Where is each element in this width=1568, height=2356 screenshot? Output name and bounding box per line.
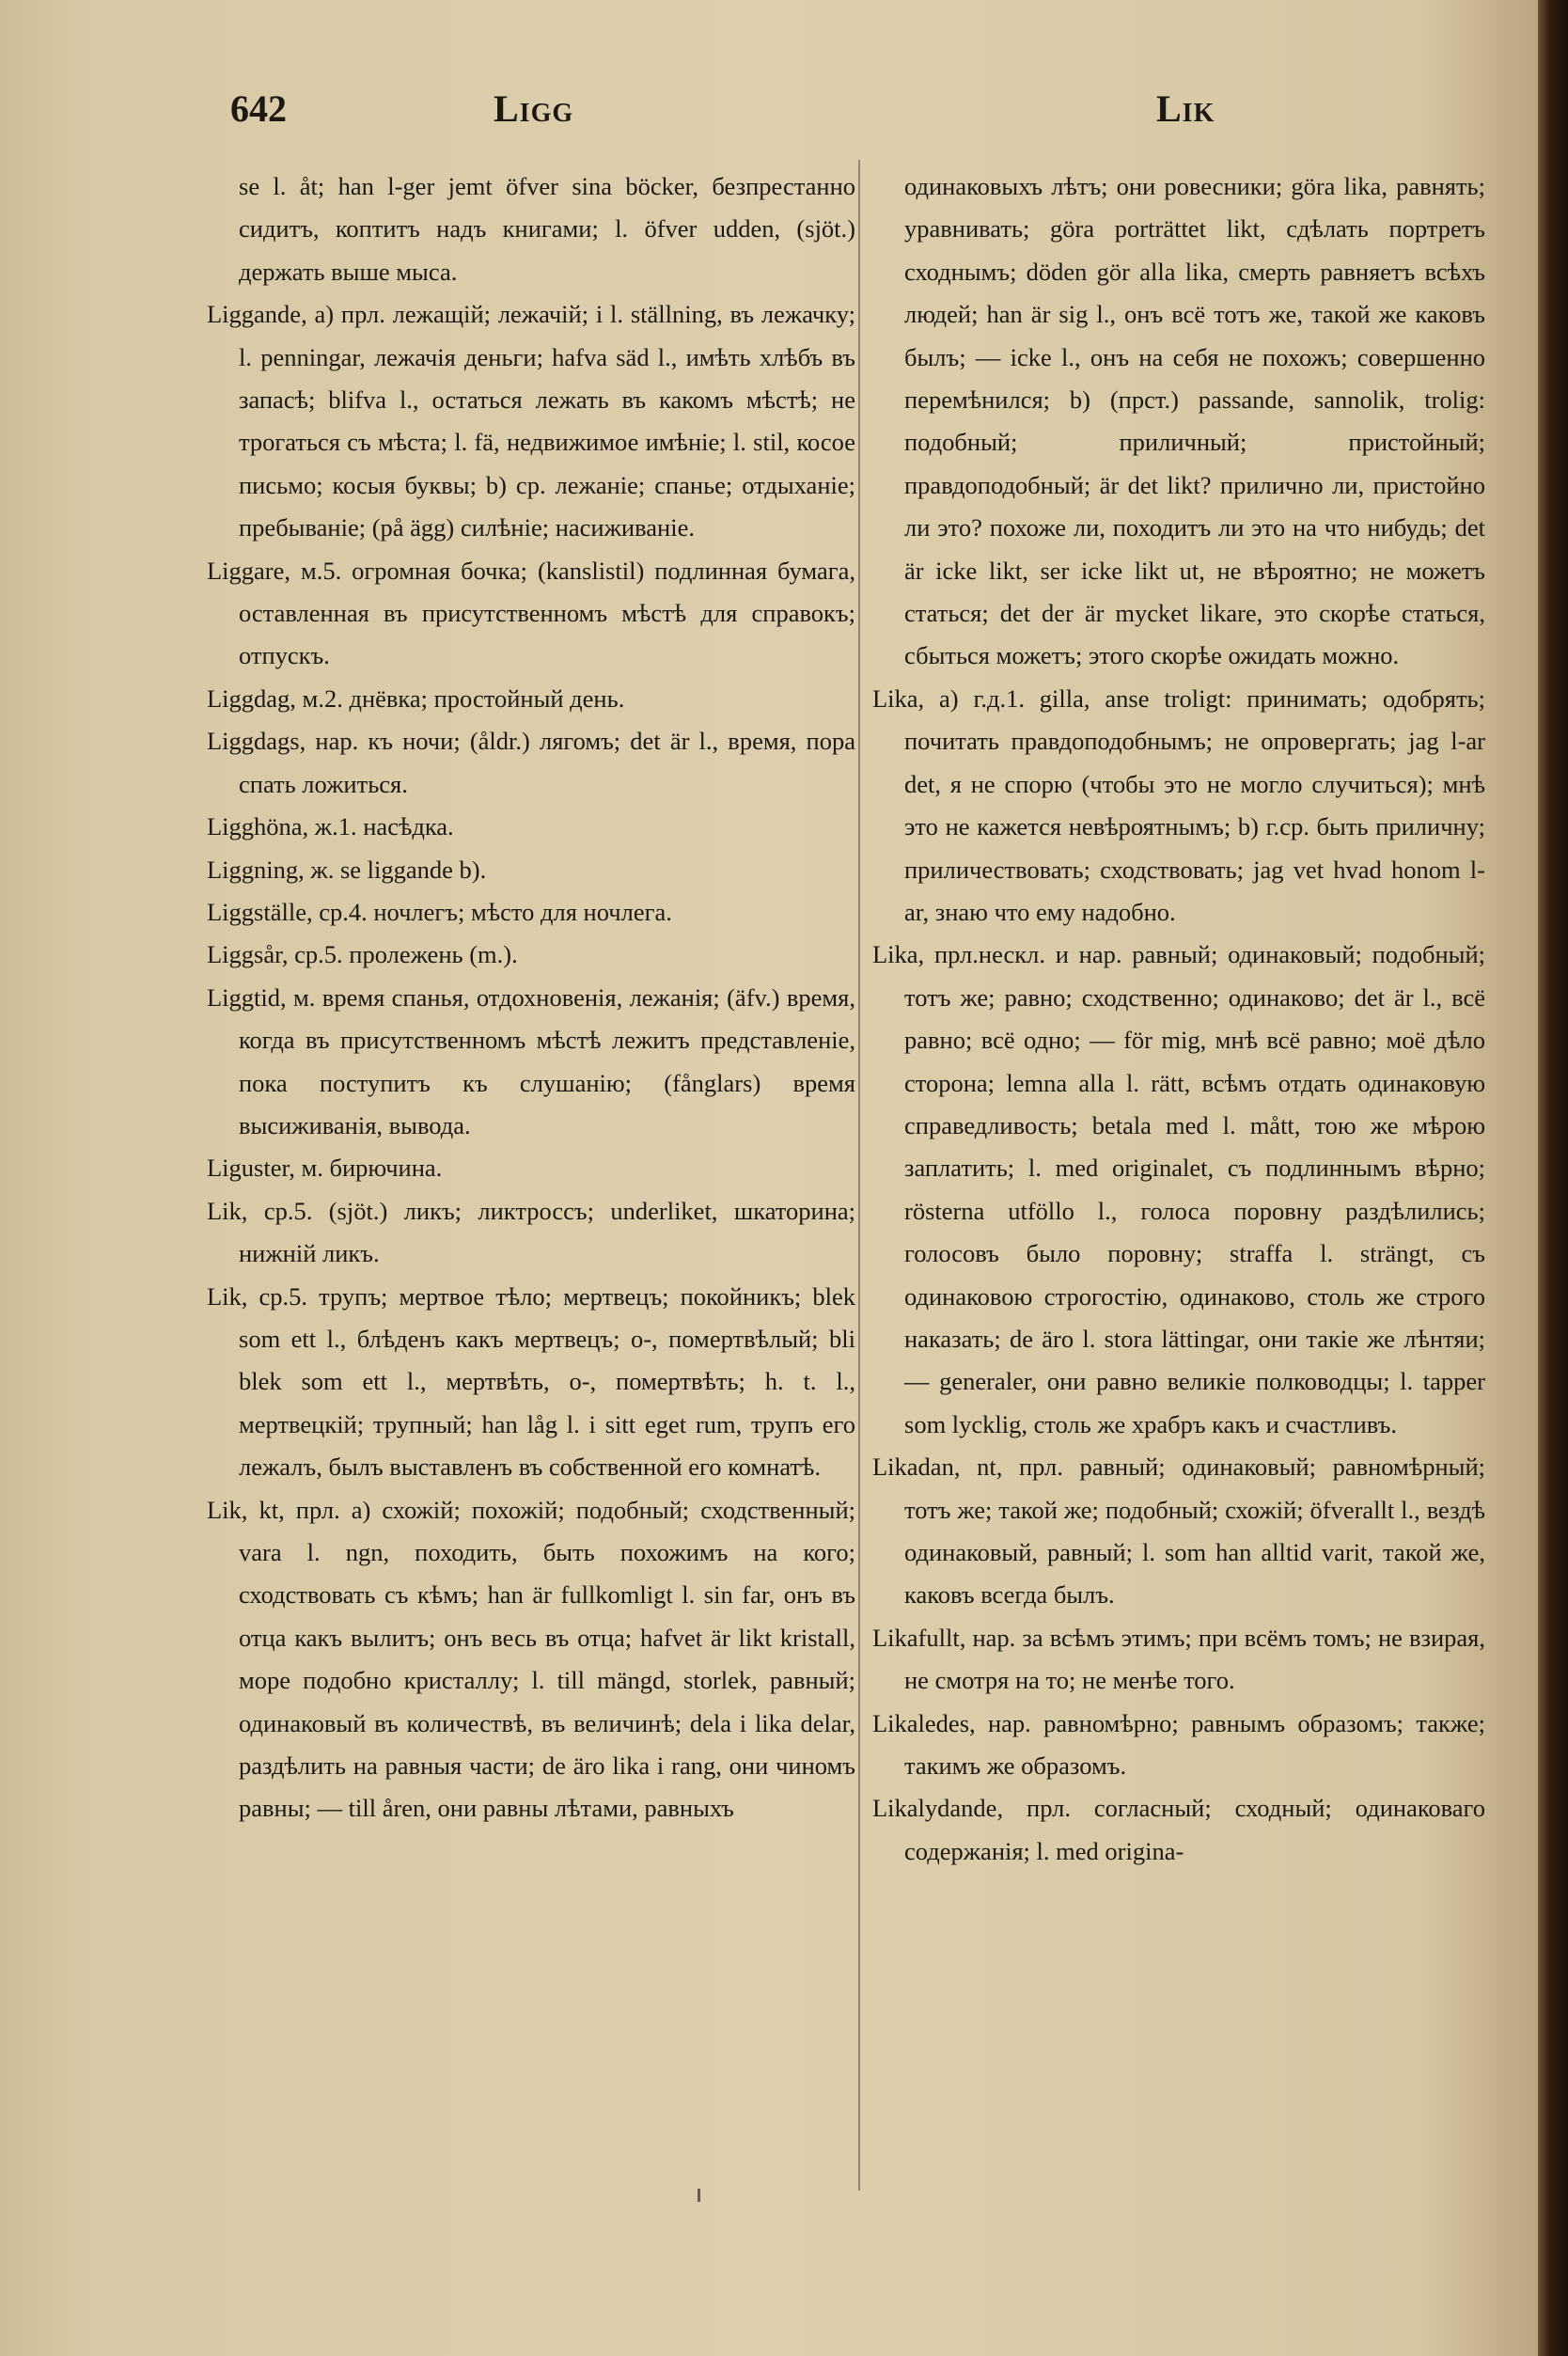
dictionary-entry: Liggare, м.5. огромная бочка; (kanslistil) подлинная бумага, оставленная въ присутственномъ мѣстѣ для справокъ; отпускъ. <box>207 556 855 670</box>
dictionary-entry: Likafullt, нар. за всѣмъ этимъ; при всёмъ томъ; не взирая, не смотря на то; не менѣе того. <box>872 1623 1485 1695</box>
right-guide-word: Lik <box>1156 87 1215 130</box>
dictionary-entry: Liggsår, ср.5. пролежень (m.). <box>207 940 518 969</box>
dictionary-entry: Lik, kt, прл. a) схожій; похожій; подобный; сходственный; vara l. ngn, походить, быть похожимъ на кого; сходствовать съ кѣмъ; han är fullkomligt l. sin far, онъ въ отца какъ вылитъ; онъ весь въ отца; hafvet är likt kristall, море подобно кристаллу; l. till mängd, storlek, равный; одинаковый въ количествѣ, въ величинѣ; dela i lika delar, раздѣлить на равныя части; de äro lika i rang, они чиномъ равны; — till åren, они равны лѣтами, равныхъ <box>207 1495 855 1823</box>
dictionary-entry: Likaledes, нар. равномѣрно; равнымъ образомъ; также; такимъ же образомъ. <box>872 1708 1485 1781</box>
dictionary-entry: Lika, a) г.д.1. gilla, anse troligt: принимать; одобрять; почитать правдоподобнымъ; не опровергать; jag l-ar det, я не спорю (чтобы это не могло случиться); мнѣ это не кажется невѣроятнымъ; b) г.ср. быть приличну; приличествовать; сходствовать; jag vet hvad honom l-ar, знаю что ему надобно. <box>872 683 1485 926</box>
dictionary-entry: Liguster, м. бирючина. <box>207 1154 443 1183</box>
dictionary-entry: Lika, прл.нескл. и нар. равный; одинаковый; подобный; тотъ же; равно; сходственно; одинаково; det är l., всё равно; всё одно; — för mig, мнѣ всё равно; моё дѣло сторона; lemna alla l. rätt, всѣмъ отдать одинаковую справедливость; betala med l. mått, тою же мѣрою заплатить; l. med originalet, съ подлиннымъ вѣрно; rösterna utföllo l., голоса поровну раздѣлились; голосовъ было поровну; straffa l. strängt, съ одинаковою строгостію, одинаково, столь же строго наказать; de äro l. stora lättingar, они такіе же лѣнтяи; — generaler, они равно великіе полководцы; l. tapper som lycklig, столь же храбръ какъ и счастливъ. <box>872 940 1485 1438</box>
dictionary-entry: Liggställe, ср.4. ночлегъ; мѣсто для ночлега. <box>207 897 672 926</box>
dictionary-entry: Liggtid, м. время спанья, отдохновенія, лежанія; (äfv.) время, когда въ присутственномъ мѣстѣ лежитъ представленіе, пока поступитъ къ слушанію; (fånglars) время высиживанія, вывода. <box>207 982 855 1139</box>
column-divider <box>858 160 860 2191</box>
dictionary-entry: Liggdags, нар. къ ночи; (åldr.) лягомъ; det är l., время, пора спать ложиться. <box>207 727 855 798</box>
page-header <box>230 86 1474 143</box>
dictionary-entry: Likadan, nt, прл. равный; одинаковый; равномѣрный; тотъ же; такой же; подобный; схожій; öfverallt l., вездѣ одинаковый, равный; l. som han alltid varit, такой же, каковъ всегда былъ. <box>872 1453 1485 1610</box>
dictionary-entry: Liggning, ж. se liggande b). <box>207 855 487 884</box>
dictionary-entry: одинаковыхъ лѣтъ; они ровесники; göra lika, равнять; уравнивать; göra porträttet likt, сдѣлать портретъ сходнымъ; döden gör alla lika, смерть равняетъ всѣхъ людей; han är sig l., онъ всё тотъ же, такой же каковъ былъ; — icke l., онъ на себя не похожъ; совершенно перемѣнился; b) (прст.) passande, sannolik, trolig: подобный; приличный; пристойный; правдоподобный; är det likt? прилично ли, пристойно ли это? похоже ли, походитъ ли это на что нибудь; det är icke likt, ser icke likt ut, не вѣроятно; не можетъ статься; det der är mycket likare, это скорѣе статься, сбыться можетъ; этого скорѣе ожидать можно. <box>904 172 1485 670</box>
dictionary-entry: Ligghöna, ж.1. насѣдка. <box>207 812 454 841</box>
dictionary-entry: Lik, ср.5. (sjöt.) ликъ; ликтроссъ; underliket, шкаторина; нижній ликъ. <box>207 1196 855 1268</box>
dictionary-entry: Liggdag, м.2. днёвка; простойный день. <box>207 683 625 713</box>
left-guide-word: Ligg <box>494 87 574 130</box>
dictionary-entry: Liggande, a) прл. лежащій; лежачій; i l. ställning, въ лежачку; l. penningar, лежачія деньги; hafva säd l., имѣть хлѣбъ въ запасѣ; blifva l., остаться лежать въ какомъ мѣстѣ; не трогаться съ мѣста; l. fä, недвижимое имѣніе; l. stil, косое письмо; косыя буквы; b) ср. лежаніе; спанье; отдыханіе; пребываніе; (på ägg) силѣніе; насиживаніе. <box>207 300 855 542</box>
page-number: 642 <box>230 87 287 130</box>
dictionary-entry: se l. åt; han l-ger jemt öfver sina böcker, безпрестанно сидитъ, коптитъ надъ книгами; l. öfver udden, (sjöt.) держать выше мыса. <box>239 172 855 286</box>
dictionary-entry: Lik, ср.5. трупъ; мертвое тѣло; мертвецъ; покойникъ; blek som ett l., блѣденъ какъ мертвецъ; о-, помертвѣлый; bli blek som ett l., мертвѣть, о-, помертвѣть; h. t. l., мертвецкій; трупный; han låg l. i sitt eget rum, трупъ его лежалъ, былъ выставленъ въ собственной его комнатѣ. <box>207 1281 855 1482</box>
print-mark <box>698 2189 700 2202</box>
book-spine <box>1538 0 1568 2356</box>
right-column <box>872 165 1485 1873</box>
left-column <box>207 165 855 1830</box>
dictionary-entry: Likalydande, прл. согласный; сходный; одинаковаго содержанія; l. med origina- <box>872 1794 1485 1865</box>
